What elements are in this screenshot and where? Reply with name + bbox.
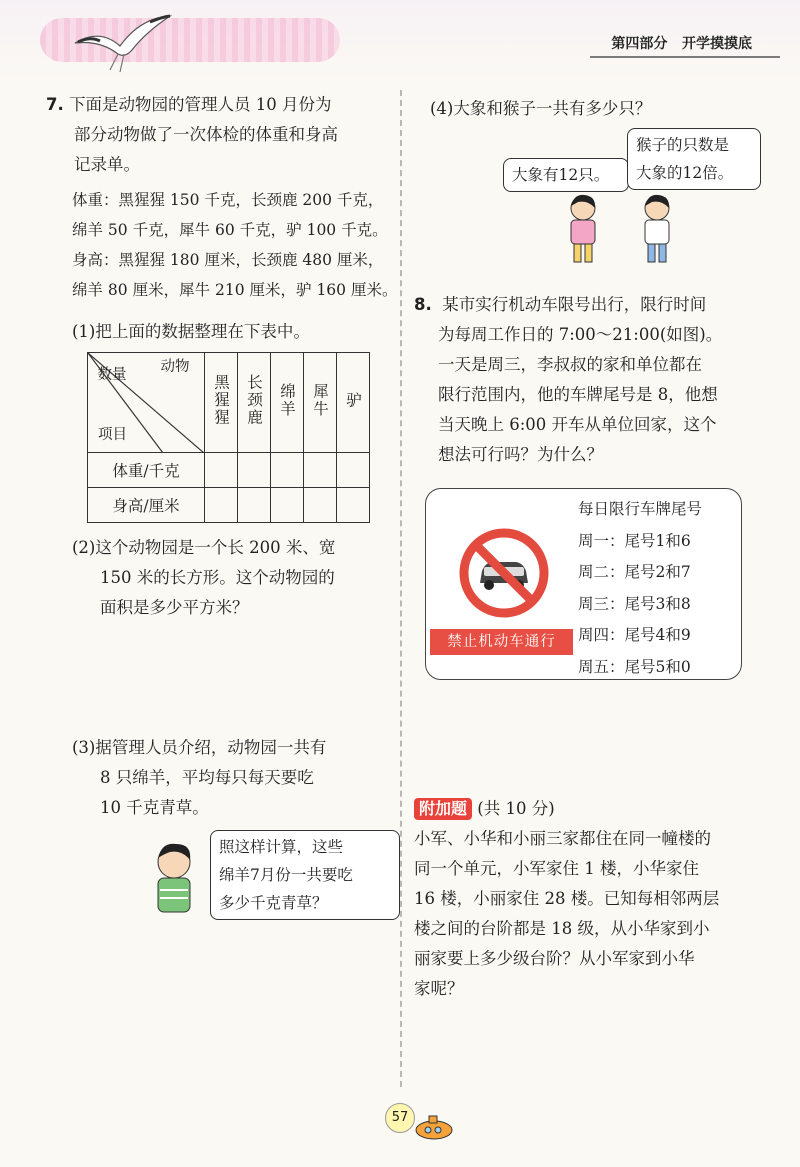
q8-text: 8. 某市实行机动车限号出行，限行时间 为每周工作日的 7:00～21:00(如图)。 一天是周三，李叔叔的家和单位都在 限行范围内，他的车牌尾号是 8，他想 当天晚上 6:00 开车从单位回家，这个 想法可行吗？为什么？ (414, 295, 723, 464)
q7-line: 部分动物做了一次体检的体重和身高 (74, 125, 338, 144)
q8-number: 8. (414, 295, 432, 314)
weight-line: 绵羊 50 千克，犀牛 60 千克，驴 100 千克。 (72, 221, 388, 239)
table-cell[interactable] (304, 488, 337, 523)
schedule-item: 周三：尾号3和8 (578, 594, 691, 613)
header-section: 第四部分 (611, 36, 668, 52)
q7-line: 下面是动物园的管理人员 10 月份为 (69, 95, 332, 114)
table-corner-cell (88, 353, 205, 453)
animal-data-table (87, 352, 370, 523)
plate-schedule (578, 494, 702, 683)
q7-part4: (4)大象和猴子一共有多少只？ (430, 99, 652, 118)
q7-part2: (2)这个动物园是一个长 200 米、宽 150 米的长方形。这个动物园的 面积是多少平方米？ (72, 538, 336, 617)
schedule-title: 每日限行车牌尾号 (578, 500, 703, 518)
bonus-tag: 附加题 (414, 798, 472, 820)
q7-part3: (3)据管理人员介绍，动物园一共有 8 只绵羊，平均每只每天要吃 10 千克青草。 (72, 738, 327, 817)
table-cell[interactable] (271, 453, 304, 488)
submarine-icon (412, 1108, 456, 1142)
schedule-item: 周一：尾号1和6 (578, 531, 691, 550)
table-cell[interactable] (238, 488, 271, 523)
weight-line: 体重：黑猩猩 150 千克，长颈鹿 200 千克， (72, 191, 384, 209)
header-title (611, 33, 752, 53)
girl-icon (562, 192, 604, 266)
table-column-header: 长颈鹿 (238, 353, 271, 453)
table-cell[interactable] (337, 453, 370, 488)
sign-caption: 禁止机动车通行 (430, 629, 573, 655)
table-column-header: 黑猩猩 (205, 353, 238, 453)
table-column-header: 驴 (337, 353, 370, 453)
q7-line: 记录单。 (74, 155, 140, 174)
table-cell[interactable] (205, 488, 238, 523)
corner-animal-label: 动物 (160, 359, 190, 375)
boy-icon (636, 192, 678, 266)
table-row-header: 身高/厘米 (88, 488, 205, 523)
table-cell[interactable] (337, 488, 370, 523)
seagull-icon (70, 8, 180, 78)
q7-number: 7. (46, 95, 64, 114)
q7-part1: (1)把上面的数据整理在下表中。 (72, 322, 310, 341)
boy-icon (148, 840, 200, 920)
height-line: 身高：黑猩猩 180 厘米，长颈鹿 480 厘米， (72, 251, 384, 269)
header-rule (590, 56, 780, 58)
bonus-score: (共 10 分) (477, 799, 555, 818)
q7-intro (46, 90, 396, 180)
q7-data (72, 185, 402, 305)
corner-item-label: 项目 (98, 427, 127, 443)
speech-bubble-sheep: 照这样计算，这些 绵羊7月份一共要吃 多少千克青草？ (210, 830, 400, 920)
table-row-header: 体重/千克 (88, 453, 205, 488)
bonus-section: 附加题 (共 10 分) 小军、小华和小丽三家都住在同一幢楼的 同一个单元，小军家住 1 楼，小华家住 16 楼，小丽家住 28 楼。已知每相邻两层 楼之间的台阶都是 18 级，从小华家到小 丽家要上多少级台阶？从小军家到小华 家呢？ (414, 799, 720, 998)
corner-quantity-label: 数量 (97, 367, 127, 383)
table-column-header: 绵羊 (271, 353, 304, 453)
height-line: 绵羊 80 厘米，犀牛 210 厘米，驴 160 厘米。 (72, 281, 398, 299)
no-vehicle-sign-icon (458, 527, 550, 619)
table-column-header: 犀牛 (304, 353, 337, 453)
table-cell[interactable] (238, 453, 271, 488)
schedule-item: 周二：尾号2和7 (578, 563, 691, 581)
table-cell[interactable] (271, 488, 304, 523)
page-number: 57 (385, 1103, 415, 1133)
schedule-item: 周五：尾号5和0 (578, 657, 691, 676)
table-cell[interactable] (205, 453, 238, 488)
schedule-item: 周四：尾号4和9 (578, 626, 691, 644)
speech-bubble-monkey: 猴子的只数是 大象的12倍。 (627, 128, 761, 190)
table-cell[interactable] (304, 453, 337, 488)
speech-bubble-elephant: 大象有12只。 (503, 158, 629, 192)
header-subtitle: 开学摸摸底 (682, 36, 752, 52)
